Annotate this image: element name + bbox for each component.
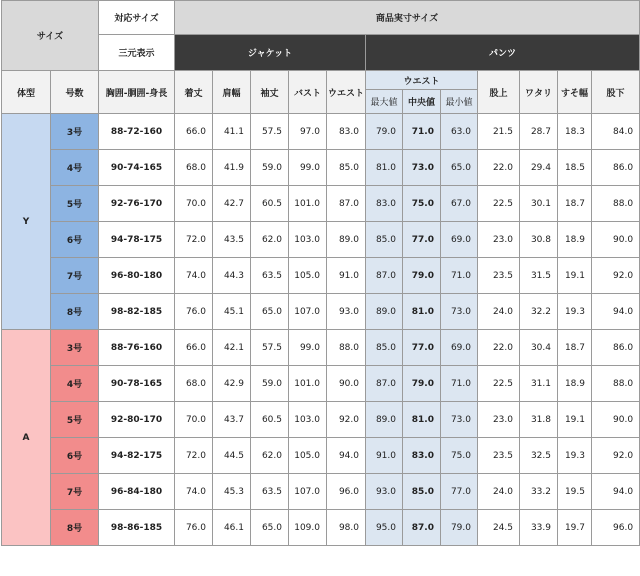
measurement-cell: 99.0 xyxy=(289,330,327,366)
size-code-cell: 96-84-180 xyxy=(99,474,175,510)
waist-min-header: 最小値 xyxy=(441,90,478,114)
measurement-cell: 81.0 xyxy=(403,294,441,330)
measurement-cell: 90.0 xyxy=(592,402,640,438)
measurement-cell: 73.0 xyxy=(441,294,478,330)
measurement-cell: 85.0 xyxy=(366,222,403,258)
measurement-cell: 87.0 xyxy=(366,366,403,402)
measurement-cell: 63.5 xyxy=(251,474,289,510)
measurement-cell: 75.0 xyxy=(441,438,478,474)
measurement-cell: 66.0 xyxy=(175,114,213,150)
size-number-cell: 8号 xyxy=(51,510,99,546)
measurement-cell: 83.0 xyxy=(327,114,366,150)
measurement-cell: 18.7 xyxy=(558,330,592,366)
measurement-cell: 73.0 xyxy=(403,150,441,186)
table-row xyxy=(2,438,640,474)
pants-header: パンツ xyxy=(366,35,640,71)
table-row xyxy=(2,150,640,186)
measurement-cell: 89.0 xyxy=(366,402,403,438)
measurement-cell: 24.0 xyxy=(478,474,520,510)
measurement-cell: 45.3 xyxy=(213,474,251,510)
measurement-cell: 24.0 xyxy=(478,294,520,330)
size-code-cell: 98-82-185 xyxy=(99,294,175,330)
measurement-cell: 69.0 xyxy=(441,330,478,366)
measurement-cell: 79.0 xyxy=(366,114,403,150)
measurement-cell: 74.0 xyxy=(175,258,213,294)
measurement-cell: 67.0 xyxy=(441,186,478,222)
measurement-cell: 57.5 xyxy=(251,114,289,150)
table-row xyxy=(2,510,640,546)
measurement-cell: 101.0 xyxy=(289,186,327,222)
measurement-cell: 31.8 xyxy=(520,402,558,438)
measurement-cell: 63.5 xyxy=(251,258,289,294)
measurement-cell: 94.0 xyxy=(592,294,640,330)
measurement-cell: 63.0 xyxy=(441,114,478,150)
measurement-cell: 68.0 xyxy=(175,150,213,186)
measurement-cell: 85.0 xyxy=(403,474,441,510)
measurement-cell: 103.0 xyxy=(289,402,327,438)
measurement-cell: 23.5 xyxy=(478,438,520,474)
measurement-cell: 30.4 xyxy=(520,330,558,366)
table-row xyxy=(2,258,640,294)
pants-waist-header: ウエスト xyxy=(366,71,478,90)
measurement-cell: 65.0 xyxy=(251,294,289,330)
size-number-cell: 3号 xyxy=(51,114,99,150)
crotch-top-header: 股上 xyxy=(478,71,520,114)
measurement-cell: 96.0 xyxy=(592,510,640,546)
measurement-cell: 18.9 xyxy=(558,222,592,258)
measurement-cell: 31.1 xyxy=(520,366,558,402)
size-code-cell: 88-72-160 xyxy=(99,114,175,150)
measurement-cell: 93.0 xyxy=(366,474,403,510)
measurement-cell: 71.0 xyxy=(403,114,441,150)
measurement-cell: 97.0 xyxy=(289,114,327,150)
measurement-cell: 84.0 xyxy=(592,114,640,150)
measurement-cell: 62.0 xyxy=(251,438,289,474)
measurement-cell: 29.4 xyxy=(520,150,558,186)
measurement-cell: 22.5 xyxy=(478,186,520,222)
measurement-cell: 99.0 xyxy=(289,150,327,186)
measurement-cell: 24.5 xyxy=(478,510,520,546)
measurement-cell: 28.7 xyxy=(520,114,558,150)
size-header: サイズ xyxy=(2,1,99,71)
size-number-cell: 3号 xyxy=(51,330,99,366)
measurement-cell: 107.0 xyxy=(289,474,327,510)
table-row xyxy=(2,114,640,150)
measurement-cell: 92.0 xyxy=(592,438,640,474)
measurement-cell: 42.1 xyxy=(213,330,251,366)
measurement-cell: 91.0 xyxy=(327,258,366,294)
measurement-cell: 77.0 xyxy=(441,474,478,510)
table-row xyxy=(2,186,640,222)
measurement-cell: 60.5 xyxy=(251,186,289,222)
measurement-cell: 22.5 xyxy=(478,366,520,402)
measurement-cell: 91.0 xyxy=(366,438,403,474)
size-code-cell: 94-82-175 xyxy=(99,438,175,474)
table-row xyxy=(2,294,640,330)
size-number-cell: 6号 xyxy=(51,222,99,258)
size-code-cell: 92-80-170 xyxy=(99,402,175,438)
measurement-cell: 94.0 xyxy=(327,438,366,474)
measurement-cell: 66.0 xyxy=(175,330,213,366)
measurement-cell: 89.0 xyxy=(327,222,366,258)
measurement-cell: 30.1 xyxy=(520,186,558,222)
measurement-cell: 92.0 xyxy=(592,258,640,294)
measurement-cell: 33.9 xyxy=(520,510,558,546)
measurement-cell: 57.5 xyxy=(251,330,289,366)
measurement-cell: 105.0 xyxy=(289,258,327,294)
measurement-cell: 31.5 xyxy=(520,258,558,294)
measurement-cell: 41.1 xyxy=(213,114,251,150)
shoulder-header: 肩幅 xyxy=(213,71,251,114)
size-code-cell: 98-86-185 xyxy=(99,510,175,546)
measurement-cell: 30.8 xyxy=(520,222,558,258)
measurement-cell: 90.0 xyxy=(327,366,366,402)
size-number-cell: 7号 xyxy=(51,474,99,510)
size-number-cell: 8号 xyxy=(51,294,99,330)
measurement-cell: 101.0 xyxy=(289,366,327,402)
measurement-cell: 18.3 xyxy=(558,114,592,150)
jacket-header: ジャケット xyxy=(175,35,366,71)
corresponding-size-header: 対応サイズ xyxy=(99,1,175,35)
jacket-waist-header: ウエスト xyxy=(327,71,366,114)
size-number-cell: 5号 xyxy=(51,186,99,222)
measurement-cell: 22.0 xyxy=(478,150,520,186)
measurement-cell: 72.0 xyxy=(175,438,213,474)
size-table xyxy=(1,0,640,546)
body-type-header: 体型 xyxy=(2,71,51,114)
size-number-cell: 5号 xyxy=(51,402,99,438)
size-number-cell: 4号 xyxy=(51,150,99,186)
measurement-cell: 71.0 xyxy=(441,258,478,294)
measurement-cell: 19.1 xyxy=(558,258,592,294)
measurement-cell: 93.0 xyxy=(327,294,366,330)
size-number-cell: 6号 xyxy=(51,438,99,474)
measurement-cell: 44.3 xyxy=(213,258,251,294)
measurement-cell: 109.0 xyxy=(289,510,327,546)
measurement-cell: 59.0 xyxy=(251,366,289,402)
measurement-cell: 21.5 xyxy=(478,114,520,150)
measurement-cell: 107.0 xyxy=(289,294,327,330)
measurement-cell: 77.0 xyxy=(403,222,441,258)
measurement-cell: 19.3 xyxy=(558,294,592,330)
measurement-cell: 19.1 xyxy=(558,402,592,438)
measurement-cell: 85.0 xyxy=(327,150,366,186)
measurement-cell: 103.0 xyxy=(289,222,327,258)
length-header: 着丈 xyxy=(175,71,213,114)
table-row xyxy=(2,402,640,438)
table-row xyxy=(2,474,640,510)
body-type-cell: Y xyxy=(2,114,51,330)
measurement-cell: 85.0 xyxy=(366,330,403,366)
chest-hip-height-header: 胸囲-胴囲-身長 xyxy=(99,71,175,114)
measurement-cell: 18.9 xyxy=(558,366,592,402)
measurement-cell: 70.0 xyxy=(175,402,213,438)
measurement-cell: 83.0 xyxy=(403,438,441,474)
measurement-cell: 70.0 xyxy=(175,186,213,222)
measurement-cell: 45.1 xyxy=(213,294,251,330)
measurement-cell: 76.0 xyxy=(175,294,213,330)
measurement-cell: 33.2 xyxy=(520,474,558,510)
bust-header: バスト xyxy=(289,71,327,114)
measurement-cell: 94.0 xyxy=(592,474,640,510)
size-code-cell: 88-76-160 xyxy=(99,330,175,366)
measurement-cell: 95.0 xyxy=(366,510,403,546)
measurement-cell: 81.0 xyxy=(366,150,403,186)
measurement-cell: 22.0 xyxy=(478,330,520,366)
measurement-cell: 32.5 xyxy=(520,438,558,474)
measurement-cell: 19.5 xyxy=(558,474,592,510)
measurement-cell: 87.0 xyxy=(327,186,366,222)
measurement-cell: 73.0 xyxy=(441,402,478,438)
measurement-cell: 59.0 xyxy=(251,150,289,186)
measurement-cell: 87.0 xyxy=(366,258,403,294)
measurement-cell: 19.7 xyxy=(558,510,592,546)
measurement-cell: 19.3 xyxy=(558,438,592,474)
table-row xyxy=(2,330,640,366)
measurement-cell: 77.0 xyxy=(403,330,441,366)
measurement-cell: 43.5 xyxy=(213,222,251,258)
measurement-cell: 105.0 xyxy=(289,438,327,474)
measurement-cell: 65.0 xyxy=(441,150,478,186)
measurement-cell: 65.0 xyxy=(251,510,289,546)
size-code-cell: 92-76-170 xyxy=(99,186,175,222)
table-row xyxy=(2,222,640,258)
measurement-cell: 88.0 xyxy=(592,366,640,402)
size-code-cell: 90-78-165 xyxy=(99,366,175,402)
measurement-cell: 92.0 xyxy=(327,402,366,438)
size-code-cell: 90-74-165 xyxy=(99,150,175,186)
measurement-cell: 23.0 xyxy=(478,222,520,258)
measurement-cell: 88.0 xyxy=(327,330,366,366)
measurement-cell: 98.0 xyxy=(327,510,366,546)
measurement-cell: 79.0 xyxy=(403,258,441,294)
table-row xyxy=(2,366,640,402)
thigh-header: ワタリ xyxy=(520,71,558,114)
measurement-cell: 87.0 xyxy=(403,510,441,546)
sleeve-header: 袖丈 xyxy=(251,71,289,114)
measurement-cell: 75.0 xyxy=(403,186,441,222)
measurement-cell: 44.5 xyxy=(213,438,251,474)
waist-max-header: 最大値 xyxy=(366,90,403,114)
measurement-cell: 79.0 xyxy=(403,366,441,402)
number-header: 号数 xyxy=(51,71,99,114)
measurement-cell: 83.0 xyxy=(366,186,403,222)
measurement-cell: 74.0 xyxy=(175,474,213,510)
measurement-cell: 18.5 xyxy=(558,150,592,186)
size-number-cell: 7号 xyxy=(51,258,99,294)
measurement-cell: 86.0 xyxy=(592,330,640,366)
measurement-cell: 76.0 xyxy=(175,510,213,546)
measurement-cell: 71.0 xyxy=(441,366,478,402)
measurement-cell: 43.7 xyxy=(213,402,251,438)
measurement-cell: 81.0 xyxy=(403,402,441,438)
measurement-cell: 89.0 xyxy=(366,294,403,330)
sannen-header: 三元表示 xyxy=(99,35,175,71)
measurement-cell: 79.0 xyxy=(441,510,478,546)
size-number-cell: 4号 xyxy=(51,366,99,402)
size-code-cell: 96-80-180 xyxy=(99,258,175,294)
body-type-cell: A xyxy=(2,330,51,546)
measurement-cell: 42.7 xyxy=(213,186,251,222)
measurement-cell: 90.0 xyxy=(592,222,640,258)
measurement-cell: 62.0 xyxy=(251,222,289,258)
measurement-cell: 69.0 xyxy=(441,222,478,258)
measurement-cell: 60.5 xyxy=(251,402,289,438)
measurement-cell: 23.5 xyxy=(478,258,520,294)
measurement-cell: 23.0 xyxy=(478,402,520,438)
measurement-cell: 18.7 xyxy=(558,186,592,222)
actual-size-header: 商品実寸サイズ xyxy=(175,1,640,35)
inseam-header: 股下 xyxy=(592,71,640,114)
measurement-cell: 41.9 xyxy=(213,150,251,186)
measurement-cell: 72.0 xyxy=(175,222,213,258)
size-code-cell: 94-78-175 xyxy=(99,222,175,258)
waist-mid-header: 中央値 xyxy=(403,90,441,114)
measurement-cell: 96.0 xyxy=(327,474,366,510)
measurement-cell: 42.9 xyxy=(213,366,251,402)
hem-header: すそ幅 xyxy=(558,71,592,114)
measurement-cell: 86.0 xyxy=(592,150,640,186)
measurement-cell: 88.0 xyxy=(592,186,640,222)
measurement-cell: 68.0 xyxy=(175,366,213,402)
measurement-cell: 46.1 xyxy=(213,510,251,546)
measurement-cell: 32.2 xyxy=(520,294,558,330)
